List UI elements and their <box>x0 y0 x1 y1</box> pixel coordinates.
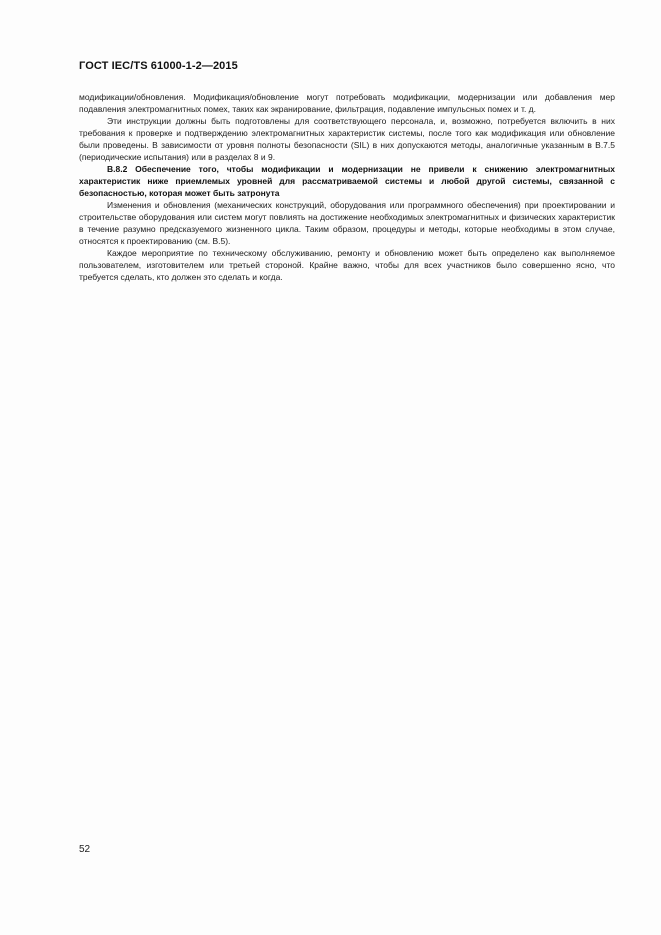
paragraph-continuation: модификации/обновления. Модификация/обновление могут потребовать модификации, модернизации или добавления мер подавления электромагнитных помех, таких как экранирование, фильтрация, подавление импульсных помех и т. д. <box>79 92 615 114</box>
paragraph-maintenance: Каждое мероприятие по техническому обслуживанию, ремонту и обновлению может быть определено как выполняемое пользователем, изготовителем или третьей стороной. Крайне важно, чтобы для всех участников было совершенно ясно, что требуется сделать, кто должен это сделать и когда. <box>79 248 615 282</box>
page-number: 52 <box>79 844 91 855</box>
section-heading-b-8-2: В.8.2 Обеспечение того, чтобы модификации и модернизации не привели к снижению электромагнитных характеристик ниже приемлемых уровней для рассматриваемой системы и любой другой системы, связанной с безопасностью, которая может быть затронута <box>79 164 615 198</box>
document-header: ГОСТ IEC/TS 61000-1-2—2015 <box>79 60 238 72</box>
document-body <box>79 91 615 283</box>
paragraph-changes: Изменения и обновления (механических конструкций, оборудования или программного обеспечения) при проектировании и строительстве оборудования или систем могут повлиять на достижение необходимых электромагнитных и физических характеристик в течение разумно предсказуемого жизненного цикла. Таким образом, процедуры и методы, которые необходимы в этом случае, относятся к проектированию (см. В.5). <box>79 200 615 246</box>
paragraph-instructions: Эти инструкции должны быть подготовлены для соответствующего персонала, и, возможно, потребуется включить в них требования к проверке и подтверждению электромагнитных характеристик системы, после того как модификация или обновление были проведены. В зависимости от уровня полноты безопасности (SIL) в них допускаются методы, аналогичные указанным в В.7.5 (периодические испытания) или в разделах 8 и 9. <box>79 116 615 162</box>
